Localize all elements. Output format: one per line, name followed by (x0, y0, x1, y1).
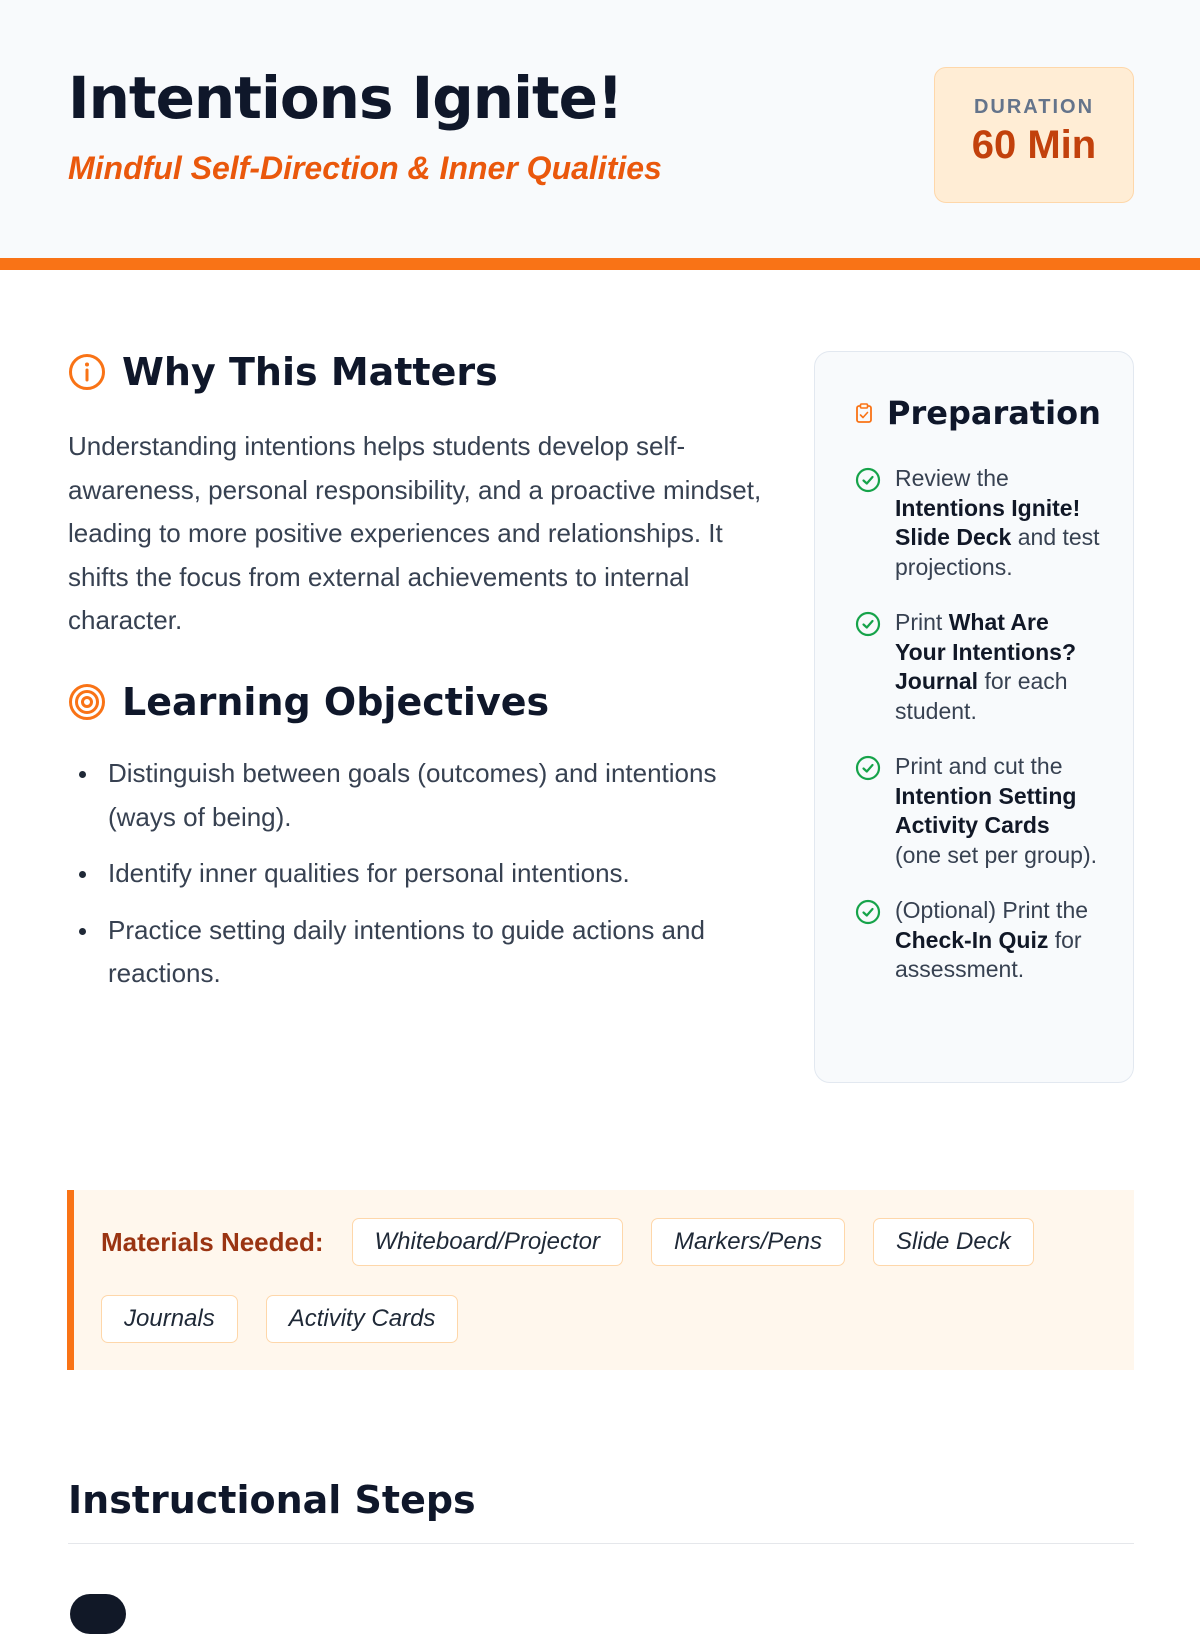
check-circle-icon (855, 611, 881, 726)
material-tag: Activity Cards (266, 1295, 459, 1343)
objective-item: Identify inner qualities for personal intentions. (68, 852, 748, 896)
preparation-list (855, 464, 1100, 1011)
material-tag: Slide Deck (873, 1218, 1034, 1266)
material-tag: Markers/Pens (651, 1218, 845, 1266)
preparation-item-text: Print and cut the Intention Setting Activity Cards (one set per group). (895, 753, 1098, 868)
objective-item: Distinguish between goals (outcomes) and intentions (ways of being). (68, 752, 748, 839)
why-this-matters-text: Understanding intentions helps students develop self-awareness, personal responsibility, and a proactive mindset, leading to more positive experiences and relationships. It shifts the focus from external achievements to internal character. (68, 431, 762, 635)
page-title: Intentions Ignite! (68, 64, 623, 132)
check-circle-icon (855, 755, 881, 870)
material-tag: Whiteboard/Projector (352, 1218, 623, 1266)
preparation-title: Preparation (887, 394, 1101, 432)
preparation-item (855, 608, 1100, 726)
materials-needed-panel (67, 1190, 1134, 1370)
target-icon (68, 683, 106, 721)
check-circle-icon (855, 899, 881, 985)
why-this-matters-title: Why This Matters (122, 350, 498, 394)
materials-row (101, 1218, 1062, 1266)
materials-row (101, 1295, 486, 1343)
preparation-item-text: Review the Intentions Ignite! Slide Deck and test projections. (895, 465, 1100, 580)
learning-objectives-title: Learning Objectives (122, 680, 550, 724)
materials-label: Materials Needed: (101, 1226, 324, 1257)
preparation-card (814, 351, 1134, 1083)
check-circle-icon (855, 467, 881, 582)
page-subtitle: Mindful Self-Direction & Inner Qualities (68, 150, 662, 186)
header-banner (0, 0, 1200, 270)
objective-item: Practice setting daily intentions to guide actions and reactions. (68, 909, 748, 996)
duration-badge (934, 67, 1134, 203)
clipboard-icon (855, 403, 873, 423)
preparation-item-text: (Optional) Print the Check-In Quiz for assessment. (895, 897, 1089, 982)
why-this-matters-heading (68, 350, 498, 394)
preparation-item-text: Print What Are Your Intentions? Journal for each student. (895, 609, 1077, 724)
instructional-steps-heading: Instructional Steps (68, 1478, 476, 1522)
info-icon (68, 353, 106, 391)
duration-value: 60 Min (971, 123, 1097, 167)
duration-label: DURATION (973, 96, 1095, 118)
learning-objectives-heading (68, 680, 549, 724)
preparation-item (855, 752, 1100, 870)
preparation-item (855, 896, 1100, 985)
preparation-item (855, 464, 1100, 582)
section-divider (68, 1543, 1134, 1544)
material-tag: Journals (101, 1295, 238, 1343)
step-number-badge (70, 1594, 126, 1634)
preparation-heading (855, 394, 1101, 432)
learning-objectives-list (68, 752, 748, 1009)
